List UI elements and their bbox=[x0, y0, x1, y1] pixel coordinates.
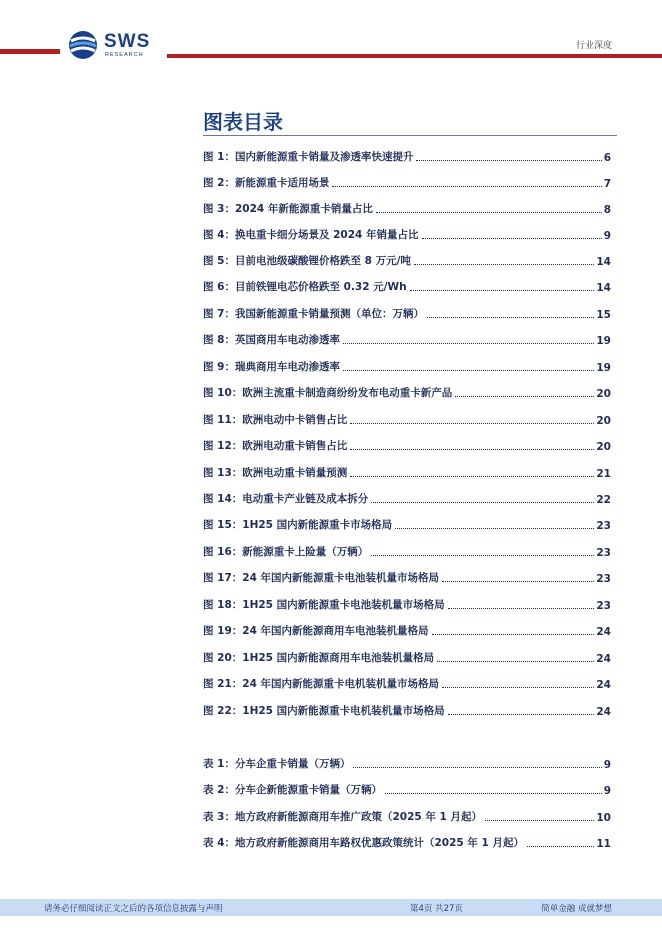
footer-slogan: 简单金融 成就梦想 bbox=[541, 904, 612, 914]
logo-subtext: RESEARCH bbox=[105, 52, 144, 58]
toc-entry[interactable]: 图 9：瑞典商用车电动渗透率 19 bbox=[203, 361, 611, 374]
toc-entry[interactable]: 图 8：英国商用车电动渗透率 19 bbox=[203, 334, 611, 347]
page-title: 图表目录 bbox=[203, 110, 283, 134]
toc-entry[interactable]: 图 17：24 年国内新能源重卡电池装机量市场格局 23 bbox=[203, 572, 611, 585]
footer-disclaimer: 请务必仔细阅读正文之后的各项信息披露与声明 bbox=[44, 904, 223, 914]
toc-entry[interactable]: 表 1：分车企重卡销量（万辆） 9 bbox=[203, 758, 611, 771]
toc-entry[interactable]: 图 3：2024 年新能源重卡销量占比 8 bbox=[203, 203, 611, 216]
toc-entry[interactable]: 图 14：电动重卡产业链及成本拆分 22 bbox=[203, 493, 611, 506]
toc-entry[interactable]: 图 6：目前铁锂电芯价格跌至 0.32 元/Wh 14 bbox=[203, 281, 611, 294]
logo-text: SWS bbox=[104, 31, 151, 52]
toc-entry[interactable]: 图 21：24 年国内新能源重卡电机装机量市场格局 24 bbox=[203, 678, 611, 691]
toc-entry[interactable]: 表 4：地方政府新能源商用车路权优惠政策统计（2025 年 1 月起） 11 bbox=[203, 837, 611, 850]
section-label: 行业深度 bbox=[575, 41, 612, 51]
toc-entry[interactable]: 表 3：地方政府新能源商用车推广政策（2025 年 1 月起） 10 bbox=[203, 811, 611, 824]
toc-entry[interactable]: 图 19：24 年国内新能源商用车电池装机量格局 24 bbox=[203, 625, 611, 638]
toc-entry[interactable]: 图 5：目前电池级碳酸锂价格跌至 8 万元/吨 14 bbox=[203, 255, 611, 268]
footer-page-info: 第4页 共27页 bbox=[410, 904, 463, 914]
toc-entry[interactable]: 图 22：1H25 国内新能源重卡电机装机量市场格局 24 bbox=[203, 705, 611, 718]
toc-entry[interactable]: 图 20：1H25 国内新能源商用车电池装机量格局 24 bbox=[203, 652, 611, 665]
toc-entry[interactable]: 图 12：欧洲电动重卡销售占比 20 bbox=[203, 440, 611, 453]
page-footer bbox=[0, 899, 662, 916]
toc-entry[interactable]: 图 11：欧洲电动中卡销售占比 20 bbox=[203, 414, 611, 427]
toc-entry[interactable]: 图 13：欧洲电动重卡销量预测 21 bbox=[203, 467, 611, 480]
toc-entry[interactable]: 图 15：1H25 国内新能源重卡市场格局 23 bbox=[203, 519, 611, 532]
header-accent-bar-right bbox=[167, 54, 662, 58]
toc-entry[interactable]: 图 4：换电重卡细分场景及 2024 年销量占比 9 bbox=[203, 229, 611, 242]
toc-entry[interactable]: 图 7：我国新能源重卡销量预测（单位：万辆） 15 bbox=[203, 308, 611, 321]
toc-entry[interactable]: 图 10：欧洲主流重卡制造商纷纷发布电动重卡新产品 20 bbox=[203, 387, 611, 400]
title-divider bbox=[203, 135, 617, 136]
toc-entry[interactable]: 图 16：新能源重卡上险量（万辆） 23 bbox=[203, 546, 611, 559]
toc-entry[interactable]: 图 18：1H25 国内新能源重卡电池装机量市场格局 23 bbox=[203, 599, 611, 612]
toc-entry[interactable]: 表 2：分车企新能源重卡销量（万辆） 9 bbox=[203, 784, 611, 797]
toc-entry[interactable]: 图 1：国内新能源重卡销量及渗透率快速提升 6 bbox=[203, 151, 611, 164]
header-accent-bar-left bbox=[0, 49, 60, 54]
toc-entry[interactable]: 图 2：新能源重卡适用场景 7 bbox=[203, 177, 611, 190]
sws-logo-icon bbox=[68, 30, 100, 60]
